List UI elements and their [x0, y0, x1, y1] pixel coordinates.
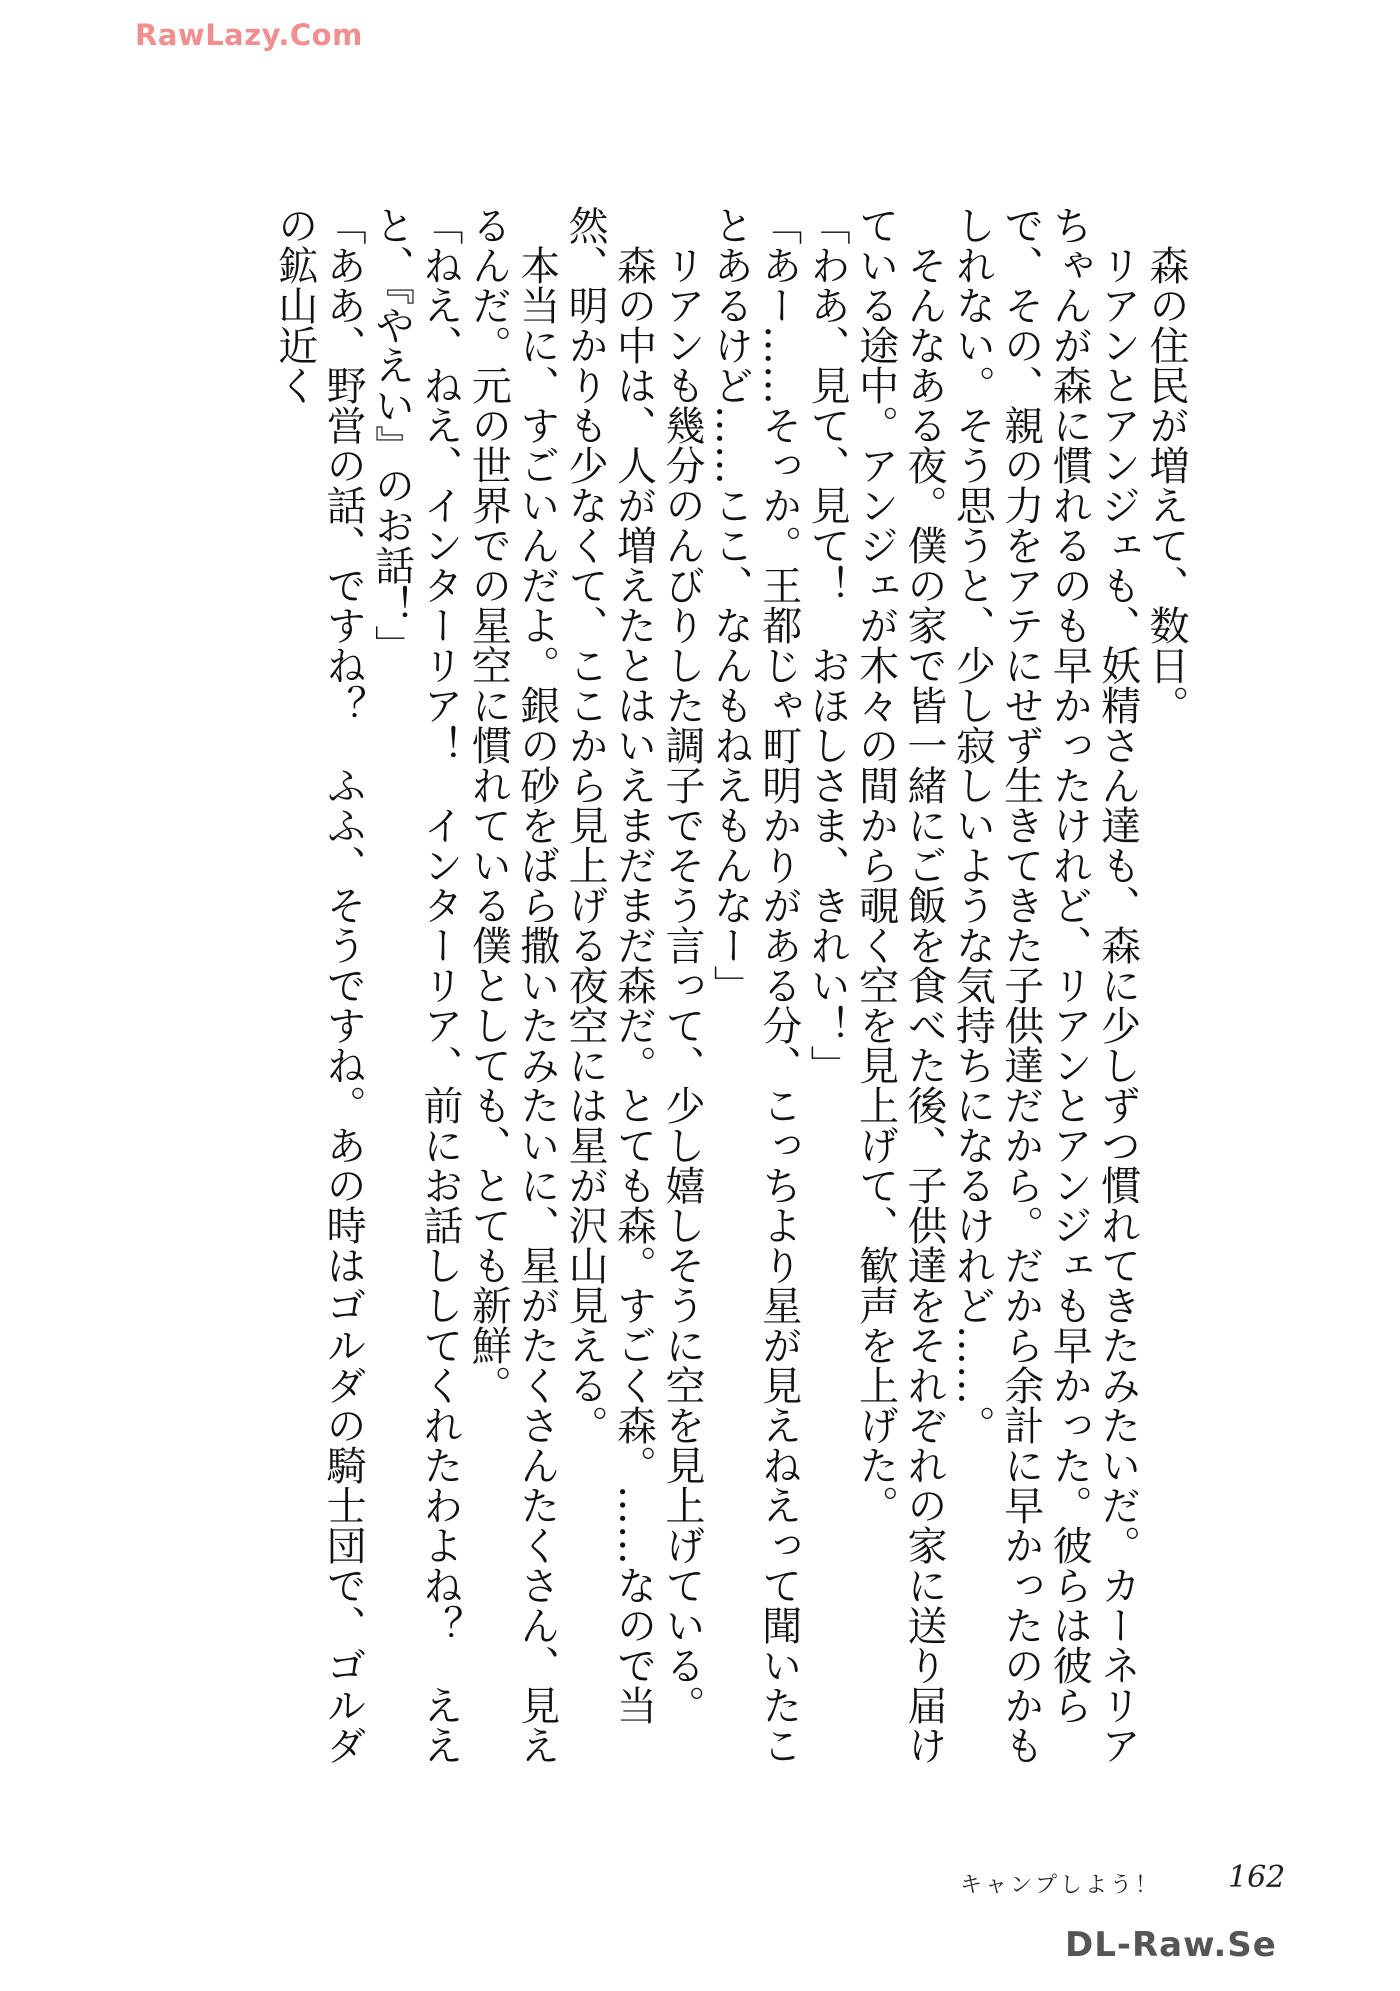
dialogue-rian-capital: 「あー……そっか。王都じゃ町明かりがある分、こっちより星が見えねえって聞いたことあるけど……ここ、なんもねえもんなー」	[707, 205, 802, 1765]
watermark-dlraw: DL-Raw.Se	[1065, 1925, 1277, 1965]
paragraph-6: リアンも幾分のんびりした調子でそう言って、少し嬉しそうに空を見上げている。	[658, 245, 705, 1725]
paragraph-2: リアンとアンジェも、妖精さん達も、森に少しずつ慣れてきたみたいだ。カーネリアちゃんが森に慣れるのも早かったけれど、リアンとアンジェも早かった。彼らは彼らで、その、親の力をアテにせず生きてきた子供達だから。だから余計に早かったのかもしれない。そう思うと、少し寂しいような気持ちになるけれど……。	[949, 205, 1141, 1765]
dialogue-camping-story: 「ああ、野営の話、ですね？ ふふ、そうですね。あの時はゴルダの騎士団で、ゴルダの鉱山近く	[271, 205, 367, 1765]
paragraph-7: 森の中は、人が増えたとはいえまだまだ森だ。とても森。すごく森。……なので当然、明かりも少なくて、ここから見上げる夜空には星が沢山見える。	[562, 205, 657, 1725]
paragraph-3: そんなある夜。僕の家で皆一緒にご飯を食べた後、子供達をそれぞれの家に送り届けている途中。アンジェが木々の間から覗く空を見上げて、歓声を上げた。	[852, 205, 947, 1765]
dialogue-anje-stars: 「わあ、見て、見て！ おほしさま、きれい！」	[804, 205, 851, 1085]
paragraph-1: 森の住民が増えて、数日。	[1143, 245, 1189, 725]
running-title: キャンプしよう！	[960, 1873, 1161, 1898]
page-number: 162	[1228, 1860, 1286, 1895]
watermark-rawlazy: RawLazy.Com	[135, 18, 363, 52]
dialogue-interia-question: 「ねえ、ねえ、インターリア！ インターリア、前にお話ししてくれたわよね？ ええと、『やえい』のお話！」	[368, 205, 463, 1765]
paragraph-8: 本当に、すごいんだよ。銀の砂をばら撒いたみたいに、星がたくさんたくさん、見えるんだ。元の世界での星空に慣れている僕としても、とても新鮮。	[465, 205, 560, 1765]
novel-body-text	[270, 205, 1190, 1765]
